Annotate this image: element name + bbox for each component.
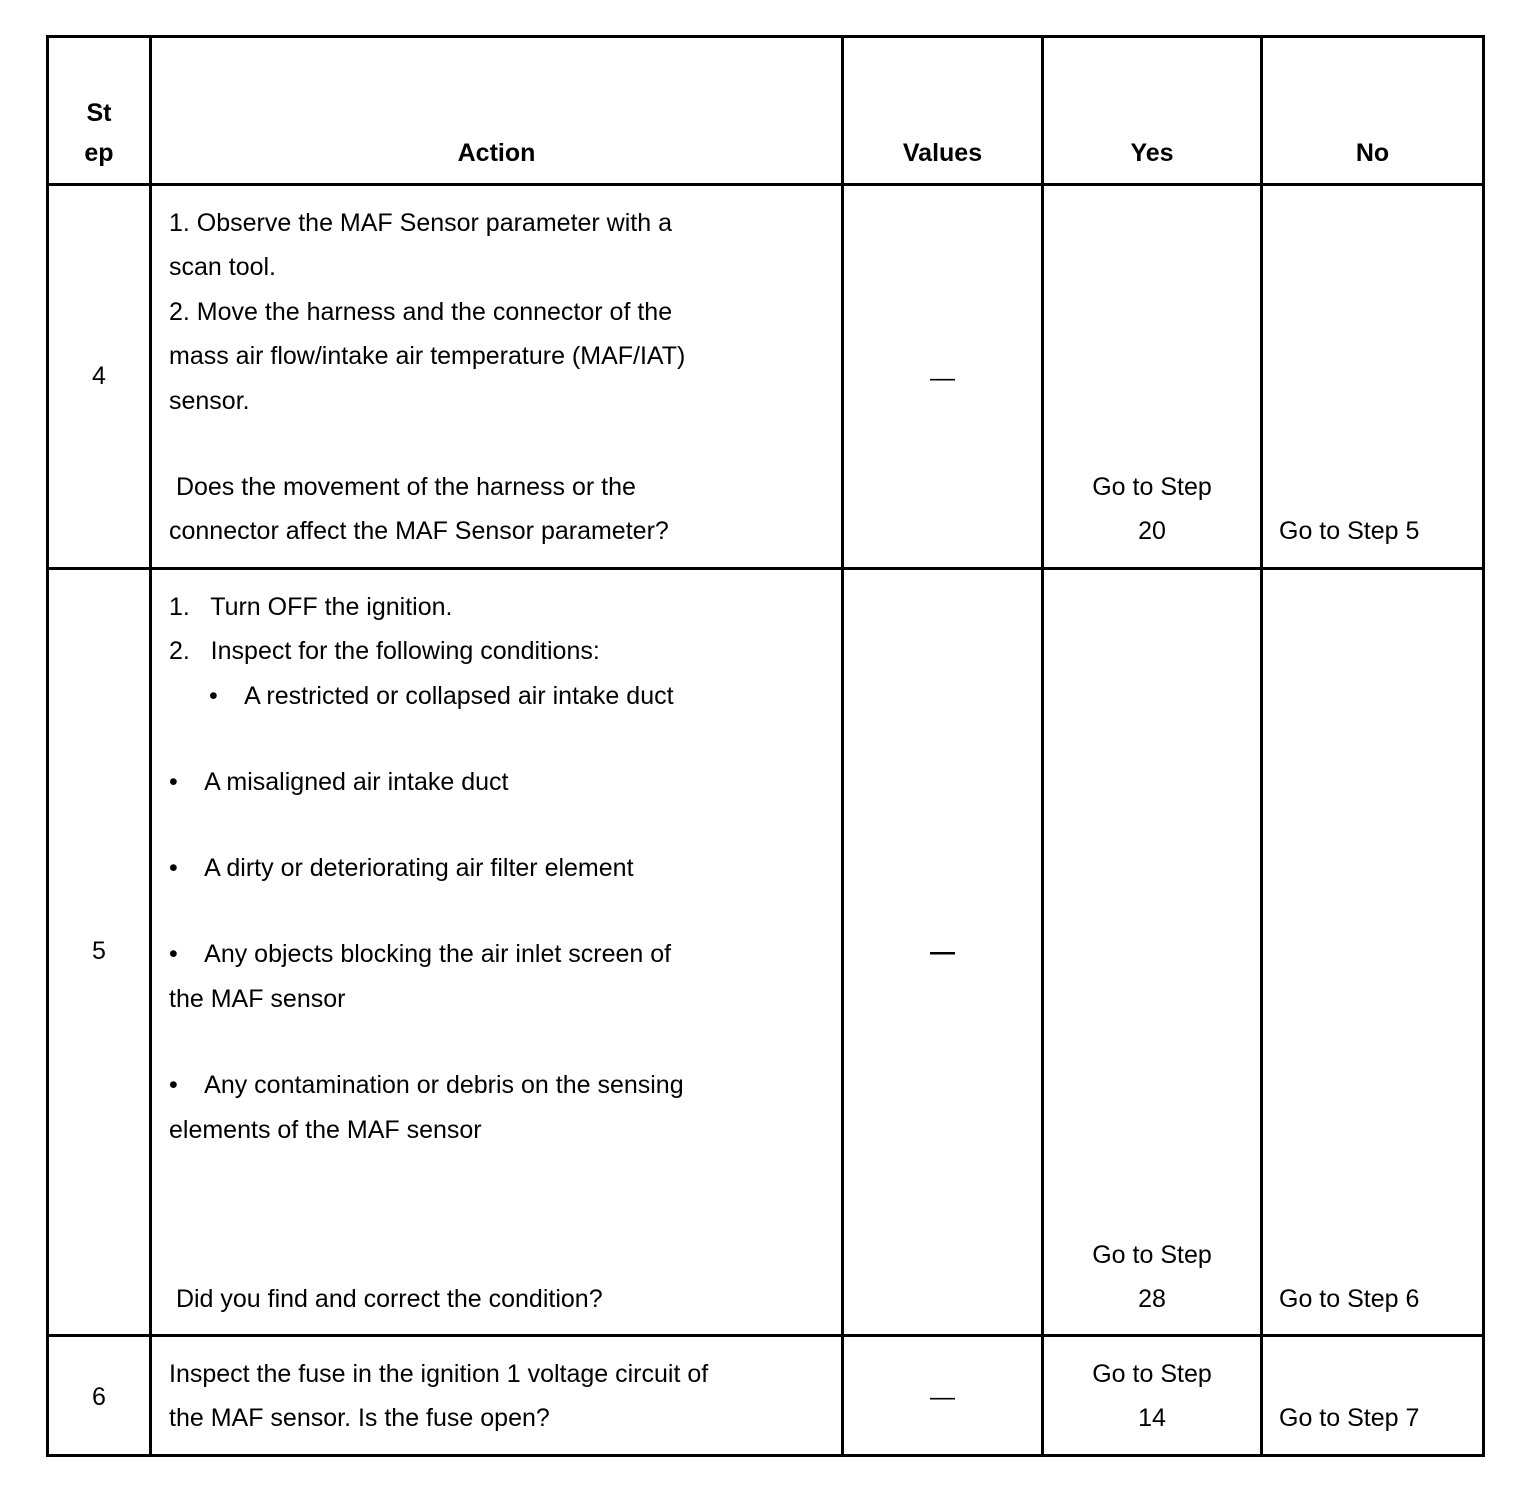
- step-cell: [48, 185, 151, 569]
- values-text: —: [930, 1383, 955, 1411]
- action-cell: [151, 569, 843, 1336]
- yes-cell: [1043, 185, 1262, 569]
- header-no-label: No: [1355, 139, 1390, 167]
- no-cell: [1262, 185, 1484, 569]
- action-bullet: • A restricted or collapsed air intake duct: [209, 682, 674, 710]
- step-number: 6: [92, 1383, 106, 1411]
- header-step-line2: ep: [84, 139, 114, 167]
- header-action-label: Action: [457, 139, 536, 167]
- action-bullet: • A dirty or deteriorating air filter element: [169, 854, 634, 882]
- yes-step-number: 28: [1138, 1285, 1166, 1313]
- header-values-label: Values: [902, 139, 983, 167]
- no-cell: [1262, 1336, 1484, 1456]
- no-text: Go to Step 6: [1279, 1285, 1420, 1313]
- step-cell: [48, 1336, 151, 1456]
- yes-step-number: 14: [1138, 1404, 1166, 1432]
- header-step: [48, 37, 151, 185]
- action-question: the MAF sensor. Is the fuse open?: [169, 1404, 550, 1432]
- table-row: [48, 569, 1484, 1336]
- action-line: sensor.: [169, 387, 250, 415]
- action-line: 2. Move the harness and the connector of the: [169, 298, 673, 326]
- action-cell: [151, 185, 843, 569]
- values-cell: [843, 1336, 1043, 1456]
- header-row: [48, 37, 1484, 185]
- table-row: [48, 1336, 1484, 1456]
- action-line: Inspect the fuse in the ignition 1 voltage circuit of: [169, 1360, 709, 1388]
- values-cell: [843, 569, 1043, 1336]
- action-cell: [151, 1336, 843, 1456]
- action-bullet: • A misaligned air intake duct: [169, 768, 509, 796]
- action-question: connector affect the MAF Sensor parameter?: [169, 517, 669, 545]
- values-text: —: [930, 364, 955, 392]
- action-line: elements of the MAF sensor: [169, 1116, 482, 1144]
- header-yes: [1043, 37, 1262, 185]
- action-bullet: • Any objects blocking the air inlet screen of: [169, 940, 672, 968]
- values-cell: [843, 185, 1043, 569]
- no-cell: [1262, 569, 1484, 1336]
- yes-text: Go to Step: [1092, 1360, 1212, 1388]
- header-no: [1262, 37, 1484, 185]
- step-number: 5: [92, 937, 106, 965]
- yes-step-number: 20: [1138, 517, 1166, 545]
- action-line: 1. Turn OFF the ignition.: [169, 593, 453, 621]
- header-yes-label: Yes: [1130, 139, 1174, 167]
- no-text: Go to Step 5: [1279, 517, 1420, 545]
- action-line: scan tool.: [169, 253, 277, 281]
- yes-text: Go to Step: [1092, 473, 1212, 501]
- action-line: 1. Observe the MAF Sensor parameter with a: [169, 209, 672, 237]
- yes-cell: [1043, 1336, 1262, 1456]
- values-text: —: [930, 938, 955, 966]
- yes-text: Go to Step: [1092, 1241, 1212, 1269]
- action-line: the MAF sensor: [169, 985, 346, 1013]
- action-line: mass air flow/intake air temperature (MAF/IAT): [169, 342, 686, 370]
- action-bullet: • Any contamination or debris on the sensing: [169, 1071, 684, 1099]
- action-line: 2. Inspect for the following conditions:: [169, 637, 600, 665]
- action-question: Did you find and correct the condition?: [169, 1285, 603, 1313]
- header-action: [151, 37, 843, 185]
- header-values: [843, 37, 1043, 185]
- no-text: Go to Step 7: [1279, 1404, 1420, 1432]
- yes-cell: [1043, 569, 1262, 1336]
- table-row: [48, 185, 1484, 569]
- step-number: 4: [92, 362, 106, 390]
- header-step-line1: St: [86, 99, 112, 127]
- action-question: Does the movement of the harness or the: [169, 473, 636, 501]
- step-cell: [48, 569, 151, 1336]
- diagnostic-table: [46, 35, 1485, 1457]
